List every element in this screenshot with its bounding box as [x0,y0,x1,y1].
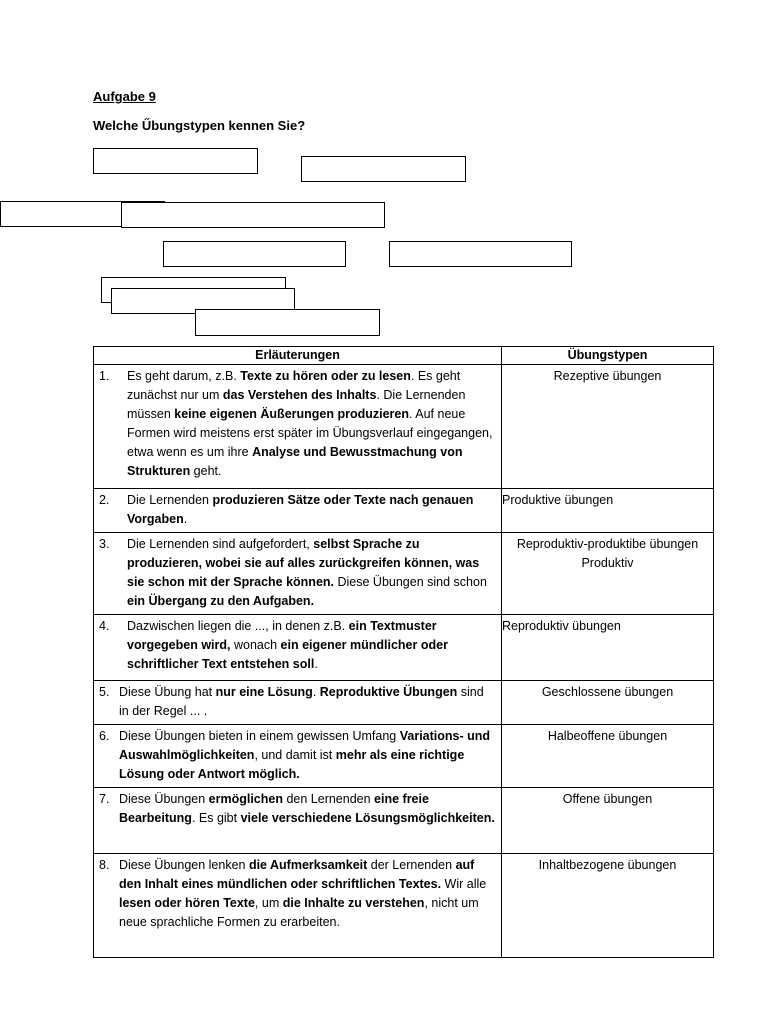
plain-text: . [183,512,188,526]
emphasis-text: die Inhalte zu verstehen [282,896,425,910]
plain-text: den Lernenden [282,792,375,806]
exercise-type-label: Halbeoffene übungen [547,729,668,743]
explanation-text [119,856,495,932]
emphasis-text: ermöglichen [208,792,283,806]
emphasis-text: die Aufmerksamkeit [248,858,368,872]
answer-box[interactable] [121,202,385,228]
answer-box[interactable] [163,241,346,267]
answer-box[interactable] [389,241,572,267]
plain-text: , und damit ist [254,748,336,762]
exercise-type-cell [502,788,714,854]
emphasis-text: Analyse und Bewusstmachung von Strukturen [127,445,463,478]
exercise-type-label: Rezeptive übungen [553,369,662,383]
table-header-row [94,347,714,365]
emphasis-text: das Verstehen des Inhalts [222,388,377,402]
exercise-type-cell [502,489,714,533]
emphasis-text: Texte zu hören oder zu lesen [240,369,411,383]
row-number: 1. [99,369,110,383]
emphasis-text: auf den Inhalt eines mündlichen oder schriftlichen Textes. [119,858,475,891]
row-number: 8. [99,858,110,872]
row-number: 2. [99,493,110,507]
exercise-type-label: Produktive übungen [502,493,614,507]
plain-text: . Auf neue Formen wird meistens erst später im Übungsverlauf eingegangen, etwa wenn es um ihre [127,407,493,459]
explanation-cell [94,788,502,854]
plain-text: . Die Lernenden müssen [127,388,466,421]
emphasis-text: Variations- und Auswahlmöglichkeiten [119,729,491,762]
emphasis-text: nur eine Lösung [215,685,313,699]
row-number: 4. [99,619,110,633]
answer-box[interactable] [93,148,258,174]
table-row [94,854,714,958]
exercise-type-cell [502,615,714,681]
exercise-type-label: Offene übungen [562,792,653,806]
table-row [94,365,714,489]
plain-text: Diese Übung hat [119,685,216,699]
plain-text: Diese Übungen sind schon [334,575,487,589]
plain-text: Wir alle [441,877,487,891]
plain-text: geht. [190,464,222,478]
plain-text: Diese Übungen bieten in einem gewissen Umfang [119,729,400,743]
exercise-table [93,346,714,958]
row-number: 3. [99,537,110,551]
explanation-text [127,367,495,481]
header-explanations: Erläuterungen [94,347,502,365]
plain-text: , um [254,896,283,910]
emphasis-text: mehr als eine richtige Lösung oder Antwort möglich. [119,748,465,781]
emphasis-text: produzieren Sätze oder Texte nach genauen Vorgaben [127,493,474,526]
exercise-type-label: Reproduktiv übungen [502,619,621,633]
table-row [94,681,714,725]
explanation-text [127,535,495,611]
row-number: 7. [99,792,110,806]
row-number: 6. [99,729,110,743]
plain-text: . Es gibt [191,811,241,825]
exercise-type-cell [502,365,714,489]
explanation-text [119,683,495,721]
plain-text: Die Lernenden sind aufgefordert, [127,537,314,551]
emphasis-text: lesen oder hören Texte [119,896,255,910]
plain-text: Diese Übungen lenken [119,858,249,872]
explanation-cell [94,681,502,725]
task-heading: Aufgabe 9 [93,89,156,104]
emphasis-text: Reproduktive Übungen [319,685,458,699]
exercise-type-label: Inhaltbezogene übungen [538,858,677,872]
plain-text: Es geht darum, z.B. [127,369,241,383]
table-row [94,489,714,533]
explanation-cell [94,854,502,958]
explanation-text [127,617,495,674]
table-row [94,533,714,615]
emphasis-text: viele verschiedene Lösungsmöglichkeiten. [240,811,495,825]
plain-text: sind in der Regel ... . [119,685,484,718]
plain-text: , nicht um neue sprachliche Formen zu erarbeiten. [119,896,479,929]
explanation-cell [94,365,502,489]
table-row [94,615,714,681]
emphasis-text: keine eigenen Äußerungen produzieren [174,407,410,421]
explanation-cell [94,615,502,681]
explanation-text [119,727,495,784]
exercise-type-cell [502,854,714,958]
answer-box[interactable] [195,309,380,336]
plain-text: Diese Übungen [119,792,209,806]
exercise-type-cell [502,725,714,788]
plain-text: Dazwischen liegen die ..., in denen z.B. [127,619,349,633]
answer-box[interactable] [301,156,466,182]
exercise-type-label: Produktiv [581,556,634,570]
emphasis-text: selbst Sprache zu produzieren, wobei sie auf alles zurückgreifen können, was sie schon mit der Sprache können. [127,537,480,589]
plain-text: der Lernenden [367,858,456,872]
task-question: Welche Űbungstypen kennen Sie? [93,118,306,133]
exercise-type-cell [502,681,714,725]
explanation-text [119,790,495,828]
table-row [94,725,714,788]
plain-text: wonach [230,638,281,652]
exercise-type-label: Geschlossene übungen [541,685,674,699]
emphasis-text: ein eigener mündlicher oder schriftlicher Text entstehen soll [127,638,448,671]
row-number: 5. [99,685,110,699]
emphasis-text: eine freie Bearbeitung [119,792,429,825]
plain-text: . [314,657,318,671]
plain-text: . Es geht zunächst nur um [127,369,461,402]
plain-text: Die Lernenden [127,493,213,507]
emphasis-text: ein Textmuster vorgegeben wird, [127,619,437,652]
emphasis-text: ein Übergang zu den Aufgaben. [127,594,315,608]
explanation-cell [94,489,502,533]
explanation-text [127,491,495,529]
header-exercise-types: Übungstypen [502,347,714,365]
explanation-cell [94,725,502,788]
exercise-type-cell [502,533,714,615]
plain-text: . [312,685,320,699]
exercise-type-label: Reproduktiv-produktibe übungen [516,537,699,551]
table-row [94,788,714,854]
explanation-cell [94,533,502,615]
